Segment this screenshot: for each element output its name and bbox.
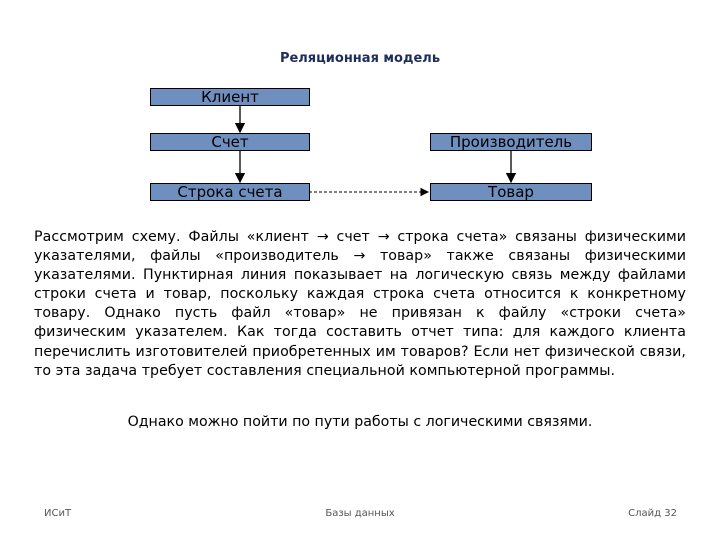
entity-client-label: Клиент: [201, 88, 259, 106]
relational-diagram-links: [0, 0, 720, 220]
entity-invoice-line: [150, 183, 310, 201]
slide-title: Реляционная модель: [279, 51, 441, 66]
conclusion-note: Однако можно пойти по пути работы с логическими связями.: [127, 414, 593, 430]
entity-product: [430, 183, 592, 201]
footer-right: Слайд 32: [628, 508, 677, 519]
entity-manufacturer: [430, 133, 592, 151]
entity-invoice: [150, 133, 310, 151]
entity-invoice-line-label: Строка счета: [177, 183, 283, 201]
footer-center: [0, 508, 720, 519]
entity-product-label: Товар: [488, 183, 534, 201]
footer-left: ИСиТ: [44, 508, 72, 519]
entity-client: [150, 88, 310, 106]
footer-center-text: Базы данных: [325, 508, 395, 519]
entity-invoice-label: Счет: [211, 133, 249, 151]
entity-manufacturer-label: Производитель: [449, 133, 573, 151]
body-paragraph: Рассмотрим схему. Файлы «клиент → счет → строка счета» связаны физическими указателями, файлы «производитель → товар» также связаны физическими указателями. Пунктирная линия показывает на логическую связь между файлами строки счета и товар, поскольку каждая строка счета относится к конкретному товару. Однако пусть файл «товар» не привязан к файлу «строки счета» физическим указателем. Как тогда составить отчет типа: для каждого клиента перечислить изготовителей приобретенных им товаров? Если нет физической связи, то эта задача требует составления специальной компьютерной программы.: [34, 229, 686, 379]
